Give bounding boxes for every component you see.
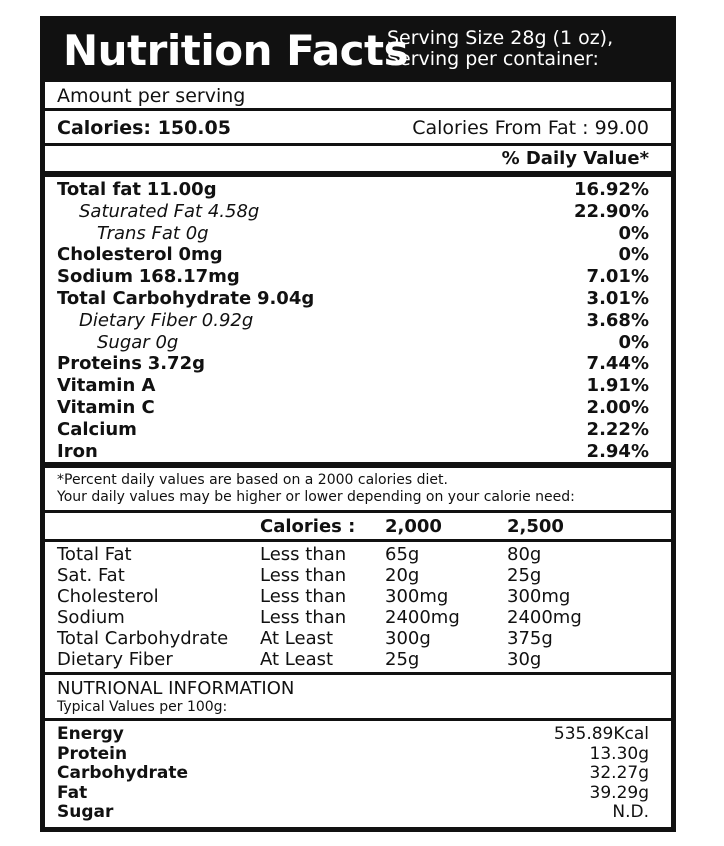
divider: [45, 143, 671, 146]
dv-table-cell-qual: At Least: [260, 628, 334, 649]
nutrient-amount: 11.00g: [146, 179, 217, 200]
nutrient-amount: 168.17mg: [138, 266, 240, 288]
nutrient-name: [57, 266, 240, 288]
nutrient-label: Saturated Fat: [79, 200, 203, 222]
dv-table-cell-name: Total Fat: [57, 544, 132, 565]
nutrient-daily-value: 2.00%: [586, 397, 649, 418]
nutrient-row: [45, 375, 671, 397]
nutrient-name: [97, 223, 209, 245]
nutritional-info-row: [45, 724, 671, 744]
dv-table-cell-v1: 25g: [385, 649, 420, 670]
footnote-line-1: *Percent daily values are based on a 2000 calories diet.: [57, 472, 448, 488]
nutritional-info-value: 13.30g: [589, 743, 649, 764]
dv-calories-label: Calories :: [260, 516, 356, 537]
nutritional-info-title: NUTRIONAL INFORMATION: [57, 678, 295, 699]
dv-table-cell-v1: 65g: [385, 544, 420, 565]
label-body: [45, 82, 671, 827]
nutrient-row: [45, 288, 671, 310]
dv-table: [45, 544, 671, 670]
dv-table-row: [45, 565, 671, 586]
nutrient-name: [97, 332, 178, 354]
dv-table-cell-v2: 80g: [507, 544, 542, 565]
nutritional-info-name: Carbohydrate: [57, 763, 189, 783]
nutrient-daily-value: 7.01%: [586, 266, 649, 288]
nutrient-name: [79, 201, 259, 223]
dv-table-cell-qual: Less than: [260, 586, 347, 607]
nutrient-daily-value: 22.90%: [574, 200, 649, 222]
dv-table-cell-name: Dietary Fiber: [57, 649, 173, 670]
dv-table-cell-v2: 2400mg: [507, 607, 582, 628]
nutrient-label: Cholesterol: [57, 244, 173, 266]
dv-table-row: [45, 607, 671, 628]
daily-value-header: % Daily Value*: [501, 148, 649, 169]
nutrient-row: [45, 244, 671, 266]
dv-table-cell-v2: 25g: [507, 565, 542, 586]
nutrient-label: Calcium: [57, 418, 137, 440]
nutrient-label: Sodium: [57, 266, 133, 288]
dv-col-2500: 2,500: [507, 516, 564, 537]
dv-table-row: [45, 544, 671, 565]
nutrient-amount: 3.72g: [147, 353, 205, 375]
nutritional-info-name: Fat: [57, 782, 88, 803]
dv-table-cell-name: Sodium: [57, 607, 125, 628]
nutritional-info-row: [45, 744, 671, 764]
nutrient-list: [45, 179, 671, 462]
nutrient-name: [79, 310, 253, 332]
dv-table-cell-name: Total Carbohydrate: [57, 628, 229, 649]
dv-table-row: [45, 628, 671, 649]
dv-table-cell-v2: 30g: [507, 649, 542, 670]
nutrient-daily-value: 2.22%: [586, 418, 649, 440]
label-title: Nutrition Facts: [63, 26, 409, 75]
divider: [45, 510, 671, 513]
nutrient-label: Iron: [57, 440, 98, 462]
nutritional-info-value: 32.27g: [589, 763, 649, 783]
dv-col-2000: 2,000: [385, 516, 442, 537]
nutrient-name: [57, 375, 155, 397]
thick-divider: [45, 171, 671, 177]
calories-value: 150.05: [157, 117, 231, 139]
nutrient-amount: 9.04g: [256, 288, 315, 309]
serving-size: [387, 28, 613, 70]
nutrient-name: [57, 288, 314, 310]
dv-table-cell-v2: 300mg: [507, 586, 571, 607]
nutrient-daily-value: 7.44%: [586, 353, 649, 375]
nutrient-label: Total fat: [57, 179, 142, 200]
nutrient-row: [45, 332, 671, 354]
nutrient-daily-value: 0%: [618, 222, 649, 244]
dv-table-row: [45, 649, 671, 670]
dv-table-cell-qual: At Least: [260, 649, 334, 670]
nutrient-daily-value: 3.68%: [586, 309, 649, 331]
nutrient-daily-value: 0%: [618, 331, 649, 353]
dv-table-cell-qual: Less than: [260, 607, 347, 628]
nutritional-info-row: [45, 783, 671, 803]
nutrient-label: Dietary Fiber: [79, 309, 197, 331]
nutrient-label: Total Carbohydrate: [57, 288, 252, 309]
nutrient-name: [57, 441, 98, 463]
nutrient-label: Vitamin C: [57, 397, 155, 418]
label-header: [45, 16, 671, 82]
nutrient-daily-value: 16.92%: [574, 179, 649, 200]
nutritional-info-value: 39.29g: [589, 782, 649, 803]
nutrient-row: [45, 266, 671, 288]
nutrient-daily-value: 2.94%: [586, 440, 649, 462]
divider: [45, 108, 671, 111]
divider: [45, 672, 671, 675]
divider: [45, 539, 671, 542]
nutrient-row: [45, 419, 671, 441]
nutrient-label: Vitamin A: [57, 375, 156, 397]
nutrition-label: [40, 16, 676, 832]
nutrient-row: [45, 397, 671, 419]
nutrient-name: [57, 419, 137, 441]
dv-table-row: [45, 586, 671, 607]
dv-table-cell-qual: Less than: [260, 544, 347, 565]
nutritional-info-name: Sugar: [57, 802, 114, 822]
calories-from-fat: Calories From Fat : 99.00: [412, 117, 649, 139]
nutritional-info-name: Protein: [57, 743, 128, 764]
dv-table-cell-v1: 2400mg: [385, 607, 460, 628]
calories-label: [57, 117, 231, 139]
nutrient-daily-value: 1.91%: [586, 375, 649, 397]
nutrient-daily-value: 0%: [618, 244, 649, 266]
nutritional-info-row: [45, 763, 671, 783]
dv-table-cell-qual: Less than: [260, 565, 347, 586]
nutrient-amount: 0g: [185, 222, 209, 244]
footnote-line-2: Your daily values may be higher or lower depending on your calorie need:: [57, 489, 575, 505]
nutritional-info-name: Energy: [57, 724, 124, 744]
servings-per-container: Serving per container:: [387, 48, 599, 70]
nutrient-name: [57, 397, 155, 419]
nutrient-row: [45, 310, 671, 332]
nutrient-name: [57, 244, 223, 266]
nutritional-info-value: N.D.: [612, 802, 649, 822]
nutrient-row: [45, 179, 671, 201]
nutrient-name: [57, 179, 217, 201]
nutrient-label: Proteins: [57, 353, 142, 375]
dv-table-cell-v2: 375g: [507, 628, 553, 649]
nutritional-info-list: [45, 724, 671, 824]
nutrient-name: [57, 353, 205, 375]
nutrient-daily-value: 3.01%: [586, 288, 649, 309]
nutrient-row: [45, 441, 671, 463]
dv-table-cell-v1: 300g: [385, 628, 431, 649]
nutrient-amount: 0mg: [178, 244, 223, 266]
nutritional-info-subtitle: Typical Values per 100g:: [57, 699, 228, 715]
divider: [45, 718, 671, 721]
nutrient-row: [45, 223, 671, 245]
dv-table-cell-name: Sat. Fat: [57, 565, 125, 586]
nutrient-row: [45, 353, 671, 375]
nutrient-amount: 0.92g: [201, 309, 254, 331]
thick-divider: [45, 462, 671, 468]
dv-table-cell-v1: 20g: [385, 565, 420, 586]
dv-table-cell-name: Cholesterol: [57, 586, 159, 607]
nutrient-amount: 0g: [155, 331, 179, 353]
calories-label-text: Calories:: [57, 117, 152, 139]
nutrient-label: Sugar: [97, 331, 150, 353]
nutrient-label: Trans Fat: [97, 222, 180, 244]
nutritional-info-row: [45, 802, 671, 822]
dv-table-header: [45, 516, 671, 537]
amount-per-serving: Amount per serving: [57, 85, 246, 107]
dv-table-cell-v1: 300mg: [385, 586, 449, 607]
nutritional-info-value: 535.89Kcal: [553, 724, 649, 744]
nutrient-row: [45, 201, 671, 223]
serving-size-line: Serving Size 28g (1 oz),: [387, 27, 614, 49]
nutrient-amount: 4.58g: [207, 200, 260, 222]
